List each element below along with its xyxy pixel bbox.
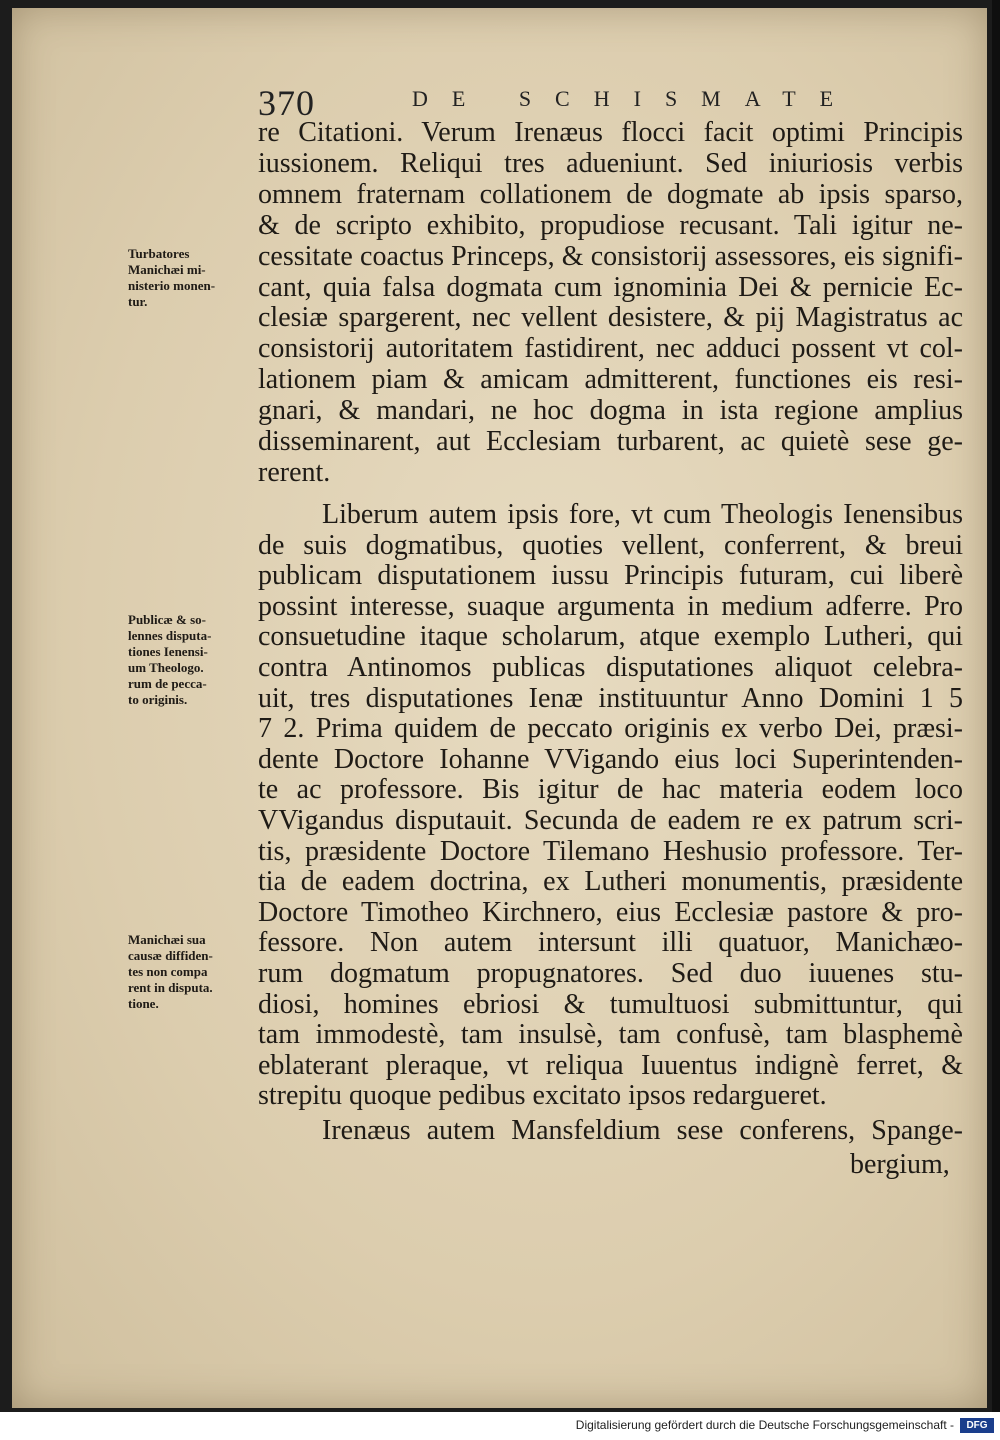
text-line: consistorij autoritatem fastidirent, nec adduci possent vt col- bbox=[258, 333, 963, 365]
text-line: de suis dogmatibus, quoties vellent, conferrent, & breui bbox=[258, 529, 963, 561]
scan-edge bbox=[992, 0, 1000, 1412]
text-line: dente Doctore Iohanne VVigando eius loci Superintenden- bbox=[258, 743, 963, 775]
text-line: 7 2. Prima quidem de peccato originis ex verbo Dei, præsi- bbox=[258, 713, 963, 745]
text-line: possint interesse, suaque argumenta in medium adferre. Pro bbox=[258, 590, 963, 622]
text-line: eblaterant pleraque, vt reliqua Iuuentus indignè ferret, & bbox=[258, 1049, 963, 1081]
text-line: disseminarent, aut Ecclesiam turbarent, ac quietè sese ge- bbox=[258, 426, 963, 457]
text-line: strepitu quoque pedibus excitato ipsos redargueret. bbox=[258, 1080, 827, 1112]
text-line: iussionem. Reliqui tres adueniunt. Sed iniuriosis verbis bbox=[258, 147, 963, 179]
text-line: Irenæus autem Mansfeldium sese conferens, Spange- bbox=[322, 1115, 963, 1146]
margin-note-line: Manichæi mi- bbox=[128, 262, 206, 277]
margin-note-line: rent in disputa. bbox=[128, 980, 213, 995]
margin-note-line: Turbatores bbox=[128, 246, 190, 261]
margin-note-line: Manichæi sua bbox=[128, 932, 206, 947]
catchword: bergium, bbox=[850, 1149, 950, 1180]
margin-note-line: tione. bbox=[128, 996, 159, 1011]
margin-note-line: rum de pecca- bbox=[128, 676, 207, 691]
margin-note-line: tiones Ienensi- bbox=[128, 644, 208, 659]
text-line: tia de eadem doctrina, ex Lutheri monumentis, præsidente bbox=[258, 866, 963, 898]
text-line: rum dogmatum propugnatores. Sed duo iuuenes stu- bbox=[258, 958, 963, 989]
text-line: cant, quia falsa dogmata cum ignominia Dei & pernicie Ec- bbox=[258, 271, 963, 303]
margin-note-line: causæ diffiden- bbox=[128, 948, 213, 963]
text-line: Liberum autem ipsis fore, vt cum Theologis Ienensibus bbox=[322, 499, 963, 530]
footer-credit: Digitalisierung gefördert durch die Deutsche Forschungsgemeinschaft - bbox=[575, 1418, 954, 1432]
text-line: publicam disputationem iussu Principis futuram, cui liberè bbox=[258, 560, 963, 592]
margin-note-line: nisterio monen- bbox=[128, 278, 216, 293]
text-line: contra Antinomos publicas disputationes aliquot celebra- bbox=[258, 652, 963, 683]
margin-note-line: to originis. bbox=[128, 692, 188, 707]
text-line: consuetudine itaque scholarum, atque exemplo Lutheri, qui bbox=[258, 621, 963, 653]
text-line: diosi, homines ebriosi & tumultuosi submittuntur, qui bbox=[258, 988, 963, 1020]
text-line: fessore. Non autem intersunt illi quatuor, Manichæo- bbox=[258, 927, 963, 959]
text-line: lationem piam & amicam admitterent, functiones eis resi- bbox=[258, 364, 963, 396]
footer-bar bbox=[0, 1412, 1000, 1440]
running-title: DE SCHISMATE bbox=[412, 86, 858, 111]
text-line: te ac professore. Bis igitur de hac materia eodem loco bbox=[258, 774, 963, 806]
margin-note-line: um Theologo. bbox=[128, 660, 204, 675]
text-line: re Citationi. Verum Irenæus flocci facit optimi Principis bbox=[258, 117, 963, 148]
margin-note bbox=[128, 932, 258, 1012]
page-number: 370 bbox=[258, 83, 315, 123]
text-line: tam immodestè, tam insulsè, tam confusè, tam blasphemè bbox=[258, 1019, 963, 1051]
text-line: gnari, & mandari, ne hoc dogma in ista regione amplius bbox=[258, 395, 963, 427]
text-line: tis, præsidente Doctore Tilemano Heshusio professore. Ter- bbox=[258, 835, 963, 867]
margin-note-line: tes non compa bbox=[128, 964, 208, 979]
text-line: rerent. bbox=[258, 456, 331, 488]
margin-note-line: tur. bbox=[128, 294, 148, 309]
margin-note bbox=[128, 246, 258, 310]
text-line: & de scripto exhibito, propudiose recusant. Tali igitur ne- bbox=[258, 209, 963, 241]
text-line: clesiæ spargerent, nec vellent desistere, & pij Magistratus ac bbox=[258, 302, 963, 334]
margin-note-line: Publicæ & so- bbox=[128, 612, 206, 627]
text-line: omnem fraternam collationem de dogmate ab ipsis sparso, bbox=[258, 178, 963, 210]
text-line: cessitate coactus Princeps, & consistorij assessores, eis signifi- bbox=[258, 240, 963, 272]
text-line: uit, tres disputationes Ienæ instituuntur Anno Domini 1 5 bbox=[258, 682, 963, 714]
text-line: Doctore Timotheo Kirchnero, eius Ecclesiæ pastore & pro- bbox=[258, 896, 963, 928]
margin-note bbox=[128, 612, 258, 708]
margin-note-line: lennes disputa- bbox=[128, 628, 212, 643]
dfg-logo: DFG bbox=[960, 1418, 994, 1433]
text-line: VVigandus disputauit. Secunda de eadem re ex patrum scri- bbox=[258, 805, 963, 836]
